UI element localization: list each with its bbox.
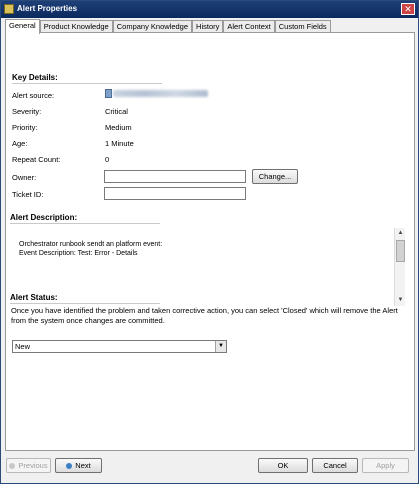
repeat-count-value: 0 <box>105 155 110 164</box>
computer-icon <box>105 89 112 98</box>
next-label: Next <box>75 461 91 470</box>
ticket-id-label: Ticket ID: <box>12 190 44 199</box>
ok-button[interactable]: OK <box>258 458 308 473</box>
description-scrollbar[interactable] <box>394 228 405 306</box>
alert-status-heading: Alert Status: <box>10 293 58 302</box>
tab-history[interactable]: History <box>192 20 223 33</box>
title-bar <box>1 1 418 18</box>
tab-product-knowledge[interactable]: Product Knowledge <box>40 20 113 33</box>
close-icon: ✕ <box>404 4 412 14</box>
cancel-button[interactable]: Cancel <box>312 458 358 473</box>
scroll-down-icon[interactable]: ▼ <box>397 297 404 303</box>
change-owner-button[interactable]: Change... <box>252 169 298 184</box>
chevron-down-icon[interactable]: ▼ <box>215 341 226 352</box>
severity-label: Severity: <box>12 107 42 116</box>
age-label: Age: <box>12 139 28 148</box>
alert-icon <box>4 4 14 14</box>
resolution-state-dropdown[interactable] <box>12 340 227 353</box>
tab-alert-context[interactable]: Alert Context <box>223 20 274 33</box>
previous-button[interactable] <box>6 458 51 473</box>
tab-strip <box>5 19 331 33</box>
divider <box>10 303 160 304</box>
divider <box>12 83 162 84</box>
ticket-id-field[interactable] <box>104 187 246 200</box>
tab-general[interactable]: General <box>5 19 40 34</box>
owner-field[interactable] <box>104 170 246 183</box>
alert-status-instructions: Once you have identified the problem and taken corrective action, you can select 'Closed' which will remove the Alert from the system once changes are committed. <box>11 306 398 325</box>
tab-company-knowledge[interactable]: Company Knowledge <box>113 20 192 33</box>
window-title: Alert Properties <box>17 4 78 13</box>
scroll-up-icon[interactable]: ▲ <box>397 230 404 236</box>
apply-button[interactable]: Apply <box>362 458 409 473</box>
repeat-count-label: Repeat Count: <box>12 155 61 164</box>
alert-source-value-redacted <box>113 90 208 97</box>
alert-description-heading: Alert Description: <box>10 213 78 222</box>
alert-source-label: Alert source: <box>12 91 55 100</box>
arrow-right-icon <box>66 463 72 469</box>
age-value: 1 Minute <box>105 139 134 148</box>
close-button[interactable] <box>401 3 415 15</box>
general-panel <box>5 32 415 451</box>
description-line: Orchestrator runbook sendt an platform event: <box>19 241 163 248</box>
previous-label: Previous <box>18 461 48 470</box>
priority-label: Priority: <box>12 123 38 132</box>
selected-state: New <box>15 342 31 351</box>
button-bar <box>1 452 418 483</box>
next-button[interactable] <box>55 458 102 473</box>
divider <box>10 223 160 224</box>
scroll-thumb[interactable] <box>396 240 405 262</box>
description-line: Event Description: Test: Error - Details <box>19 250 138 257</box>
tab-custom-fields[interactable]: Custom Fields <box>275 20 331 33</box>
key-details-heading: Key Details: <box>12 73 58 82</box>
arrow-left-icon <box>9 463 15 469</box>
priority-value: Medium <box>105 123 132 132</box>
alert-description-text <box>19 240 162 258</box>
owner-label: Owner: <box>12 173 37 182</box>
severity-value: Critical <box>105 107 128 116</box>
